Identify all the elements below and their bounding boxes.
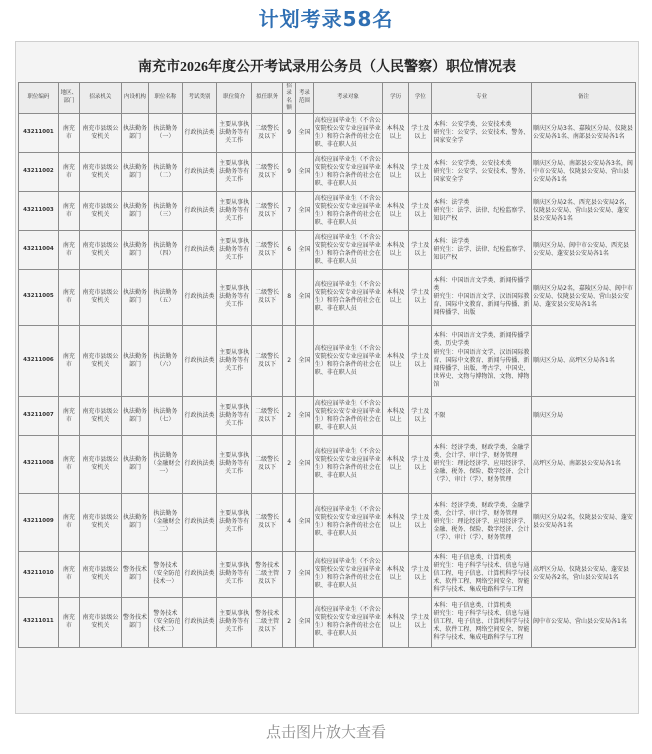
column-header: 考试类别 (182, 83, 217, 114)
table-cell: 高坪区分局、南部县公安局各1名 (532, 435, 636, 493)
table-cell: 执法勤务部门 (121, 191, 148, 230)
table-cell: 执法勤务（七） (149, 396, 183, 435)
table-cell: 二级警长及以下 (251, 493, 282, 551)
table-cell: 高校应届毕业生（不含公安院校公安专业应届毕业生）和符合条件的社会在职、非在职人员 (313, 493, 382, 551)
table-cell: 本科：中国语言文学类、新闻传播学类 研究生：中国语言文学、汉语国际教育、国际中文教育、新闻与传播、新闻传播学、出版 (432, 269, 532, 325)
table-cell: 执法勤务（金融财会二） (149, 493, 183, 551)
table-cell: 高校应届毕业生（不含公安院校公安专业应届毕业生）和符合条件的社会在职、非在职人员 (313, 325, 382, 396)
table-cell: 南充市县级公安机关 (79, 269, 121, 325)
table-cell: 行政执法类 (182, 597, 217, 647)
table-cell: 执法勤务（六） (149, 325, 183, 396)
column-header: 职位简介 (217, 83, 252, 114)
table-cell: 本科：中国语言文学类、新闻传播学类、历史学类 研究生：中国语言文学、汉语国际教育、国际中文教育、新闻与传播、新闻传播学、出版、考古学、中国史、世界史、文物与博物馆、文物、博物馆 (432, 325, 532, 396)
table-cell: 行政执法类 (182, 191, 217, 230)
table-cell: 本科及以上 (383, 230, 409, 269)
table-cell: 本科及以上 (383, 191, 409, 230)
table-cell: 全国 (295, 551, 313, 597)
table-cell: 主要从事执法勤务等有关工作 (217, 269, 252, 325)
table-cell: 南充市县级公安机关 (79, 152, 121, 191)
table-cell: 本科：电子信息类、计算机类 研究生：电子科学与技术、信息与通信工程、电子信息、计算机科学与技术、软件工程、网络空间安全、智能科学与技术、集成电路科学与工程 (432, 597, 532, 647)
table-cell: 本科及以上 (383, 597, 409, 647)
table-cell: 学士及以上 (409, 435, 432, 493)
table-cell: 主要从事执法勤务等有关工作 (217, 396, 252, 435)
table-cell: 南充市县级公安机关 (79, 191, 121, 230)
table-cell: 学士及以上 (409, 551, 432, 597)
table-row (19, 152, 636, 191)
table-cell: 执法勤务部门 (121, 493, 148, 551)
table-cell: 6 (283, 230, 296, 269)
table-cell: 行政执法类 (182, 396, 217, 435)
table-cell: 本科：公安学类、公安技术类 研究生：公安学、公安技术、警务、国家安全学 (432, 152, 532, 191)
table-cell: 主要从事执法勤务等有关工作 (217, 435, 252, 493)
table-cell: 南充市县级公安机关 (79, 435, 121, 493)
table-cell: 顺庆区分局3名、嘉陵区分局、仪陇县公安局各1名、南部县公安局各1名 (532, 113, 636, 152)
table-cell: 高校应届毕业生（不含公安院校公安专业应届毕业生）和符合条件的社会在职、非在职人员 (313, 551, 382, 597)
table-cell: 警务技术（安全防范技术二） (149, 597, 183, 647)
table-cell: 全国 (295, 493, 313, 551)
table-cell: 4 (283, 493, 296, 551)
table-cell: 南充市县级公安机关 (79, 551, 121, 597)
table-cell: 本科及以上 (383, 152, 409, 191)
table-cell: 执法勤务部门 (121, 396, 148, 435)
table-row (19, 230, 636, 269)
table-cell: 全国 (295, 152, 313, 191)
table-cell: 执法勤务（四） (149, 230, 183, 269)
table-cell: 43211011 (19, 597, 59, 647)
table-cell: 顺庆区分局、阆中市公安局、西充县公安局、蓬安县公安局各1名 (532, 230, 636, 269)
table-cell: 43211004 (19, 230, 59, 269)
table-cell: 南充市 (58, 325, 79, 396)
table-cell: 二级警长及以下 (251, 325, 282, 396)
column-header: 拟任职务 (251, 83, 282, 114)
table-cell: 南充市 (58, 396, 79, 435)
table-cell: 南充市 (58, 269, 79, 325)
table-cell: 9 (283, 152, 296, 191)
table-cell: 高校应届毕业生（不含公安院校公安专业应届毕业生）和符合条件的社会在职、非在职人员 (313, 191, 382, 230)
table-cell: 全国 (295, 269, 313, 325)
table-cell: 行政执法类 (182, 493, 217, 551)
table-cell: 警务技术（安全防范技术一） (149, 551, 183, 597)
table-cell: 学士及以上 (409, 597, 432, 647)
table-cell: 高校应届毕业生（不含公安院校公安专业应届毕业生）和符合条件的社会在职、非在职人员 (313, 230, 382, 269)
table-cell: 行政执法类 (182, 325, 217, 396)
table-cell: 全国 (295, 113, 313, 152)
table-body (19, 113, 636, 647)
table-cell: 执法勤务部门 (121, 269, 148, 325)
table-cell: 本科：电子信息类、计算机类 研究生：电子科学与技术、信息与通信工程、电子信息、计算机科学与技术、软件工程、网络空间安全、智能科学与技术、集成电路科学与工程 (432, 551, 532, 597)
table-cell: 全国 (295, 191, 313, 230)
table-row (19, 551, 636, 597)
table-cell: 不限 (432, 396, 532, 435)
column-header: 备注 (532, 83, 636, 114)
table-cell: 43211010 (19, 551, 59, 597)
table-cell: 南充市 (58, 230, 79, 269)
table-cell: 本科：经济学类、财政学类、金融学类、会计学、审计学、财务管理 研究生：理论经济学、应用经济学、金融、税务、保险、数字经济、会计（学）、审计（学）、财务管理 (432, 493, 532, 551)
table-cell: 顺庆区分局 (532, 396, 636, 435)
table-cell: 学士及以上 (409, 191, 432, 230)
table-cell: 全国 (295, 435, 313, 493)
table-cell: 顺庆区分局2名，仪陇县公安局、蓬安县公安局各1名 (532, 493, 636, 551)
table-cell: 二级警长及以下 (251, 152, 282, 191)
column-header: 考录范围 (295, 83, 313, 114)
table-cell: 本科及以上 (383, 269, 409, 325)
column-header: 职位编码 (19, 83, 59, 114)
table-cell: 学士及以上 (409, 230, 432, 269)
table-cell: 高校应届毕业生（不含公安院校公安专业应届毕业生）和符合条件的社会在职、非在职人员 (313, 597, 382, 647)
table-cell: 本科：法学类 研究生：法学、法律、纪检监察学、知识产权 (432, 230, 532, 269)
table-cell: 43211009 (19, 493, 59, 551)
table-cell: 警务技术二级主管及以下 (251, 597, 282, 647)
table-cell: 2 (283, 325, 296, 396)
table-cell: 二级警长及以下 (251, 113, 282, 152)
table-cell: 南充市县级公安机关 (79, 493, 121, 551)
table-cell: 43211007 (19, 396, 59, 435)
table-cell: 主要从事执法勤务等有关工作 (217, 493, 252, 551)
document-photo[interactable] (15, 41, 639, 714)
column-header: 专业 (432, 83, 532, 114)
column-header: 学位 (409, 83, 432, 114)
table-cell: 主要从事执法勤务等有关工作 (217, 551, 252, 597)
table-cell: 学士及以上 (409, 113, 432, 152)
table-cell: 7 (283, 551, 296, 597)
table-cell: 学士及以上 (409, 152, 432, 191)
table-cell: 2 (283, 396, 296, 435)
table-row (19, 269, 636, 325)
table-cell: 全国 (295, 325, 313, 396)
table-cell: 高校应届毕业生（不含公安院校公安专业应届毕业生）和符合条件的社会在职、非在职人员 (313, 113, 382, 152)
table-cell: 警务技术部门 (121, 597, 148, 647)
table-cell: 执法勤务部门 (121, 435, 148, 493)
table-cell: 南充市 (58, 152, 79, 191)
table-cell: 学士及以上 (409, 325, 432, 396)
table-cell: 执法勤务部门 (121, 113, 148, 152)
table-cell: 学士及以上 (409, 493, 432, 551)
table-cell: 行政执法类 (182, 230, 217, 269)
table-row (19, 396, 636, 435)
table-cell: 高坪区分局、仪陇县公安局、蓬安县公安局各2名，营山县公安局1名 (532, 551, 636, 597)
table-cell: 行政执法类 (182, 435, 217, 493)
column-header: 内设机构 (121, 83, 148, 114)
table-cell: 顺庆区分局、高坪区分局各1名 (532, 325, 636, 396)
table-row (19, 113, 636, 152)
table-cell: 主要从事执法勤务等有关工作 (217, 325, 252, 396)
table-cell: 7 (283, 191, 296, 230)
table-cell: 行政执法类 (182, 113, 217, 152)
table-cell: 执法勤务（金融财会一） (149, 435, 183, 493)
table-cell: 二级警长及以下 (251, 191, 282, 230)
table-cell: 南充市 (58, 493, 79, 551)
column-header: 地区、部门 (58, 83, 79, 114)
table-cell: 8 (283, 269, 296, 325)
table-cell: 43211001 (19, 113, 59, 152)
table-cell: 南充市县级公安机关 (79, 396, 121, 435)
headline: 计划考录58名 (258, 7, 394, 31)
table-cell: 主要从事执法勤务等有关工作 (217, 230, 252, 269)
table-cell: 执法勤务（五） (149, 269, 183, 325)
table-cell: 本科及以上 (383, 435, 409, 493)
table-cell: 南充市 (58, 113, 79, 152)
table-cell: 主要从事执法勤务等有关工作 (217, 113, 252, 152)
table-cell: 执法勤务（二） (149, 152, 183, 191)
table-cell: 43211005 (19, 269, 59, 325)
table-cell: 执法勤务（三） (149, 191, 183, 230)
table-cell: 主要从事执法勤务等有关工作 (217, 597, 252, 647)
document-title: 南充市2026年度公开考试录用公务员（人民警察）职位情况表 (138, 60, 516, 75)
table-cell: 全国 (295, 597, 313, 647)
table-cell: 2 (283, 435, 296, 493)
table-cell: 高校应届毕业生（不含公安院校公安专业应届毕业生）和符合条件的社会在职、非在职人员 (313, 435, 382, 493)
table-cell: 南充市县级公安机关 (79, 325, 121, 396)
table-cell: 本科及以上 (383, 493, 409, 551)
zoom-caption[interactable]: 点击图片放大查看 (265, 723, 386, 741)
table-cell: 执法勤务部门 (121, 230, 148, 269)
table-cell: 本科及以上 (383, 396, 409, 435)
column-header: 考录对象 (313, 83, 382, 114)
table-cell: 43211008 (19, 435, 59, 493)
column-header: 招录名额 (283, 83, 296, 114)
table-cell: 全国 (295, 230, 313, 269)
table-cell: 顺庆区分局、南部县公安局各3名，阆中市公安局、仪陇县公安局、营山县公安局各1名 (532, 152, 636, 191)
table-cell: 南充市 (58, 435, 79, 493)
table-cell: 顺庆区分局2名，嘉陵区分局、阆中市公安局、仪陇县公安局、营山县公安局、蓬安县公安局各1名 (532, 269, 636, 325)
table-cell: 执法勤务部门 (121, 152, 148, 191)
table-cell: 学士及以上 (409, 269, 432, 325)
table-cell: 警务技术二级主管及以下 (251, 551, 282, 597)
table-cell: 南充市 (58, 191, 79, 230)
table-cell: 阆中市公安局、营山县公安局各1名 (532, 597, 636, 647)
table-cell: 本科：经济学类、财政学类、金融学类、会计学、审计学、财务管理 研究生：理论经济学、应用经济学、金融、税务、保险、数字经济、会计（学）、审计（学）、财务管理 (432, 435, 532, 493)
table-cell: 二级警长及以下 (251, 230, 282, 269)
table-cell: 学士及以上 (409, 396, 432, 435)
table-cell: 本科：公安学类、公安技术类 研究生：公安学、公安技术、警务、国家安全学 (432, 113, 532, 152)
table-cell: 行政执法类 (182, 551, 217, 597)
table-cell: 警务技术部门 (121, 551, 148, 597)
table-cell: 南充市 (58, 551, 79, 597)
table-cell: 二级警长及以下 (251, 269, 282, 325)
table-cell: 南充市 (58, 597, 79, 647)
header-row (19, 83, 636, 114)
table-row (19, 191, 636, 230)
column-header: 学历 (383, 83, 409, 114)
table-cell: 二级警长及以下 (251, 396, 282, 435)
table-cell: 高校应届毕业生（不含公安院校公安专业应届毕业生）和符合条件的社会在职、非在职人员 (313, 269, 382, 325)
column-header: 招录机关 (79, 83, 121, 114)
table-row (19, 597, 636, 647)
table-cell: 行政执法类 (182, 269, 217, 325)
table-cell: 本科及以上 (383, 113, 409, 152)
table-cell: 主要从事执法勤务等有关工作 (217, 191, 252, 230)
positions-table (18, 82, 636, 648)
table-cell: 行政执法类 (182, 152, 217, 191)
table-cell: 执法勤务部门 (121, 325, 148, 396)
column-header: 职位名称 (149, 83, 183, 114)
table-row (19, 493, 636, 551)
table-cell: 南充市县级公安机关 (79, 113, 121, 152)
table-cell: 高校应届毕业生（不含公安院校公安专业应届毕业生）和符合条件的社会在职、非在职人员 (313, 396, 382, 435)
table-cell: 2 (283, 597, 296, 647)
table-cell: 执法勤务（一） (149, 113, 183, 152)
table-cell: 9 (283, 113, 296, 152)
table-cell: 南充市县级公安机关 (79, 597, 121, 647)
table-cell: 本科：法学类 研究生：法学、法律、纪检监察学、知识产权 (432, 191, 532, 230)
table-cell: 全国 (295, 396, 313, 435)
table-cell: 高校应届毕业生（不含公安院校公安专业应届毕业生）和符合条件的社会在职、非在职人员 (313, 152, 382, 191)
table-cell: 43211006 (19, 325, 59, 396)
table-cell: 顺庆区分局2名、西充县公安局2名，仪陇县公安局、营山县公安局、蓬安县公安局各1名 (532, 191, 636, 230)
table-cell: 本科及以上 (383, 551, 409, 597)
table-cell: 43211002 (19, 152, 59, 191)
table-cell: 二级警长及以下 (251, 435, 282, 493)
table-cell: 主要从事执法勤务等有关工作 (217, 152, 252, 191)
table-cell: 本科及以上 (383, 325, 409, 396)
table-cell: 43211003 (19, 191, 59, 230)
table-cell: 南充市县级公安机关 (79, 230, 121, 269)
table-row (19, 325, 636, 396)
table-row (19, 435, 636, 493)
